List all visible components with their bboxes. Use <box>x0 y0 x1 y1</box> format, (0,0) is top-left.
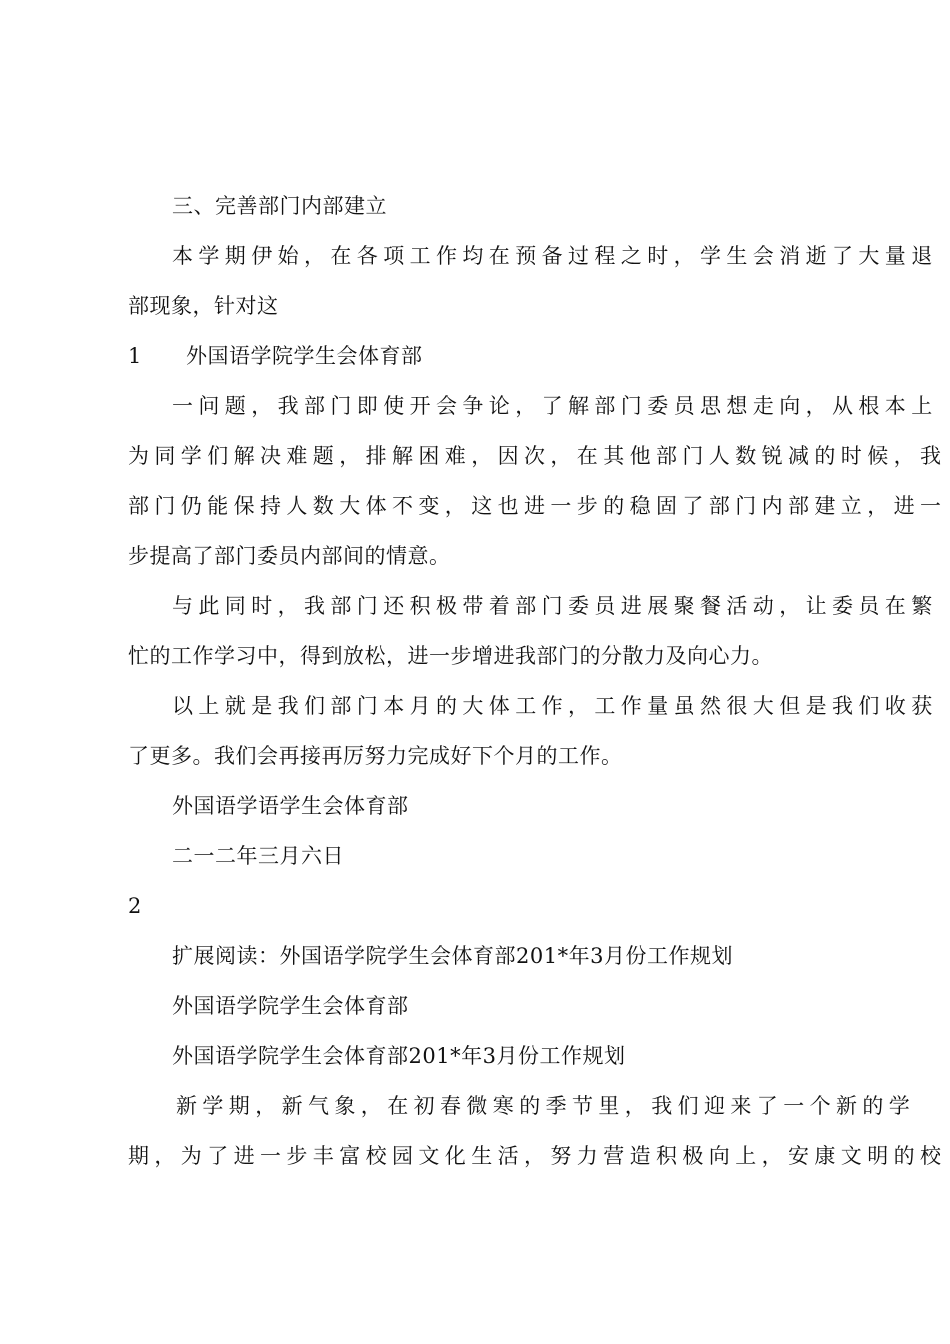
extended-org: 外国语学院学生会体育部 <box>172 994 409 1018</box>
paragraph-line: 新学期，新气象，在初春微寒的季节里，我们迎来了一个新的学 <box>176 1094 916 1118</box>
extended-reading-label: 扩展阅读：外国语学院学生会体育部201*年3月份工作规划 <box>172 944 733 968</box>
paragraph-line: 一问题，我部门即使开会争论，了解部门委员思想走向，从根本上 <box>172 394 938 418</box>
paragraph-line: 部门仍能保持人数大体不变，这也进一步的稳固了部门内部建立，进一 <box>128 494 947 518</box>
paragraph-line: 本学期伊始，在各项工作均在预备过程之时，学生会消逝了大量退 <box>172 244 938 268</box>
paragraph-line: 以上就是我们部门本月的大体工作，工作量虽然很大但是我们收获 <box>172 694 938 718</box>
paragraph-line: 期，为了进一步丰富校园文化生活，努力营造积极向上，安康文明的校 <box>128 1144 947 1168</box>
page-number: 1 <box>128 344 142 368</box>
signature-org: 外国语学语学生会体育部 <box>172 794 409 818</box>
paragraph-line: 部现象，针对这 <box>128 294 279 318</box>
paragraph-line: 步提高了部门委员内部间的情意。 <box>128 544 451 568</box>
page-number: 2 <box>128 894 142 918</box>
section-heading: 三、完善部门内部建立 <box>172 194 387 218</box>
paragraph-line: 了更多。我们会再接再厉努力完成好下个月的工作。 <box>128 744 623 768</box>
paragraph-line: 为同学们解决难题，排解困难，因次，在其他部门人数锐减的时候，我 <box>128 444 947 468</box>
paragraph-line: 忙的工作学习中，得到放松，进一步增进我部门的分散力及向心力。 <box>128 644 773 668</box>
signature-date: 二一二年三月六日 <box>172 844 344 868</box>
page-footer-org: 外国语学院学生会体育部 <box>186 344 423 368</box>
extended-title: 外国语学院学生会体育部201*年3月份工作规划 <box>172 1044 626 1068</box>
paragraph-line: 与此同时，我部门还积极带着部门委员进展聚餐活动，让委员在繁 <box>172 594 938 618</box>
